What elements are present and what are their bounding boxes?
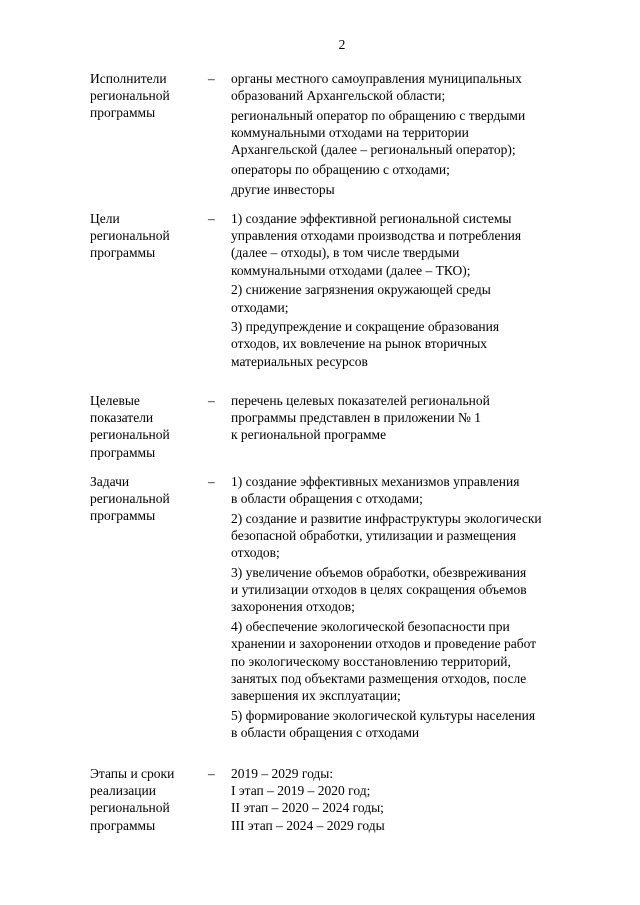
section-dash: – bbox=[208, 71, 215, 86]
label-line: Исполнители bbox=[90, 71, 167, 86]
section-label bbox=[90, 765, 202, 834]
content-line: безопасной обработки, утилизации и размещения bbox=[231, 528, 517, 544]
content-line: отходов, их вовлечение на рынок вторичных bbox=[231, 336, 488, 352]
content-line: другие инвесторы bbox=[231, 181, 335, 197]
label-line: региональной bbox=[90, 491, 170, 507]
section-label bbox=[90, 392, 202, 461]
content-line: к региональной программе bbox=[231, 427, 387, 443]
content-line: операторы по обращению с отходами; bbox=[231, 162, 450, 178]
content-item bbox=[231, 618, 591, 704]
label-line: региональной bbox=[90, 800, 170, 816]
content-item bbox=[231, 70, 591, 104]
content-item bbox=[231, 318, 591, 370]
section-dash: – bbox=[208, 766, 215, 781]
content-line: и утилизации отходов в целях сокращения объемов bbox=[231, 582, 527, 598]
label-line: реализации bbox=[90, 783, 156, 799]
content-item bbox=[231, 707, 591, 741]
content-line: по экологическому восстановлению территорий, bbox=[231, 653, 511, 669]
content-line: органы местного самоуправления муниципальных bbox=[231, 71, 522, 86]
content-line: (далее – отходы), в том числе твердыми bbox=[231, 245, 460, 261]
content-line: 2) снижение загрязнения окружающей среды bbox=[231, 282, 491, 298]
content-line: Архангельской (далее – региональный оператор); bbox=[231, 142, 516, 158]
section-label bbox=[90, 70, 202, 122]
section-content bbox=[231, 473, 591, 744]
content-line: региональный оператор по обращению с твердыми bbox=[231, 107, 526, 123]
content-line: хранении и захоронении отходов и проведение работ bbox=[231, 636, 537, 652]
label-line: Задачи bbox=[90, 474, 130, 489]
content-item bbox=[231, 564, 591, 616]
content-line: 3) увеличение объемов обработки, обезвреживания bbox=[231, 565, 527, 581]
content-line: 2019 – 2029 годы: bbox=[231, 766, 334, 781]
content-line: управления отходами производства и потребления bbox=[231, 228, 522, 244]
label-line: региональной bbox=[90, 88, 170, 104]
section-label bbox=[90, 473, 202, 525]
section-label bbox=[90, 210, 202, 262]
label-line: Целевые bbox=[90, 393, 140, 408]
content-item bbox=[231, 281, 591, 315]
content-line: 3) предупреждение и сокращение образования bbox=[231, 319, 500, 335]
content-item bbox=[231, 161, 591, 178]
content-line: I этап – 2019 – 2020 год; bbox=[231, 783, 371, 799]
label-line: программы bbox=[90, 508, 156, 524]
section-content bbox=[231, 392, 591, 446]
content-line: занятых под объектами размещения отходов, после bbox=[231, 670, 527, 686]
section-content bbox=[231, 210, 591, 372]
page-number: 2 bbox=[338, 37, 346, 52]
content-line: в области обращения с отходами bbox=[231, 724, 420, 740]
content-line: 1) создание эффективных механизмов управления bbox=[231, 474, 520, 489]
content-line: образований Архангельской области; bbox=[231, 88, 446, 104]
content-line: в области обращения с отходами; bbox=[231, 491, 423, 507]
label-line: Этапы и сроки bbox=[90, 766, 175, 781]
content-item bbox=[231, 181, 591, 198]
content-line: отходов; bbox=[231, 545, 280, 561]
content-line: III этап – 2024 – 2029 годы bbox=[231, 817, 385, 833]
label-line: показатели bbox=[90, 410, 154, 426]
content-line: 2) создание и развитие инфраструктуры экологически bbox=[231, 510, 542, 526]
label-line: программы bbox=[90, 245, 156, 261]
content-line: программы представлен в приложении № 1 bbox=[231, 410, 482, 426]
content-line: материальных ресурсов bbox=[231, 353, 368, 369]
content-line: коммунальными отходами (далее – ТКО); bbox=[231, 262, 471, 278]
content-line: 1) создание эффективной региональной системы bbox=[231, 211, 512, 226]
content-line: 4) обеспечение экологической безопасности при bbox=[231, 619, 510, 635]
label-line: Цели bbox=[90, 211, 120, 226]
content-line: завершения их эксплуатации; bbox=[231, 687, 401, 703]
section-content bbox=[231, 765, 591, 836]
content-item bbox=[231, 392, 591, 444]
content-item bbox=[231, 107, 591, 159]
content-item bbox=[231, 765, 591, 834]
content-line: перечень целевых показателей региональной bbox=[231, 393, 490, 408]
section-dash: – bbox=[208, 211, 215, 226]
section-dash: – bbox=[208, 474, 215, 489]
content-item bbox=[231, 473, 591, 507]
label-line: региональной bbox=[90, 427, 170, 443]
label-line: программы bbox=[90, 444, 156, 460]
content-line: II этап – 2020 – 2024 годы; bbox=[231, 800, 384, 816]
content-line: 5) формирование экологической культуры населения bbox=[231, 707, 536, 723]
label-line: программы bbox=[90, 817, 156, 833]
content-item bbox=[231, 210, 591, 279]
content-line: отходами; bbox=[231, 299, 289, 315]
section-content bbox=[231, 70, 591, 200]
label-line: программы bbox=[90, 105, 156, 121]
content-item bbox=[231, 510, 591, 562]
label-line: региональной bbox=[90, 228, 170, 244]
content-line: захоронения отходов; bbox=[231, 599, 355, 615]
section-dash: – bbox=[208, 393, 215, 408]
content-line: коммунальными отходами на территории bbox=[231, 125, 469, 141]
